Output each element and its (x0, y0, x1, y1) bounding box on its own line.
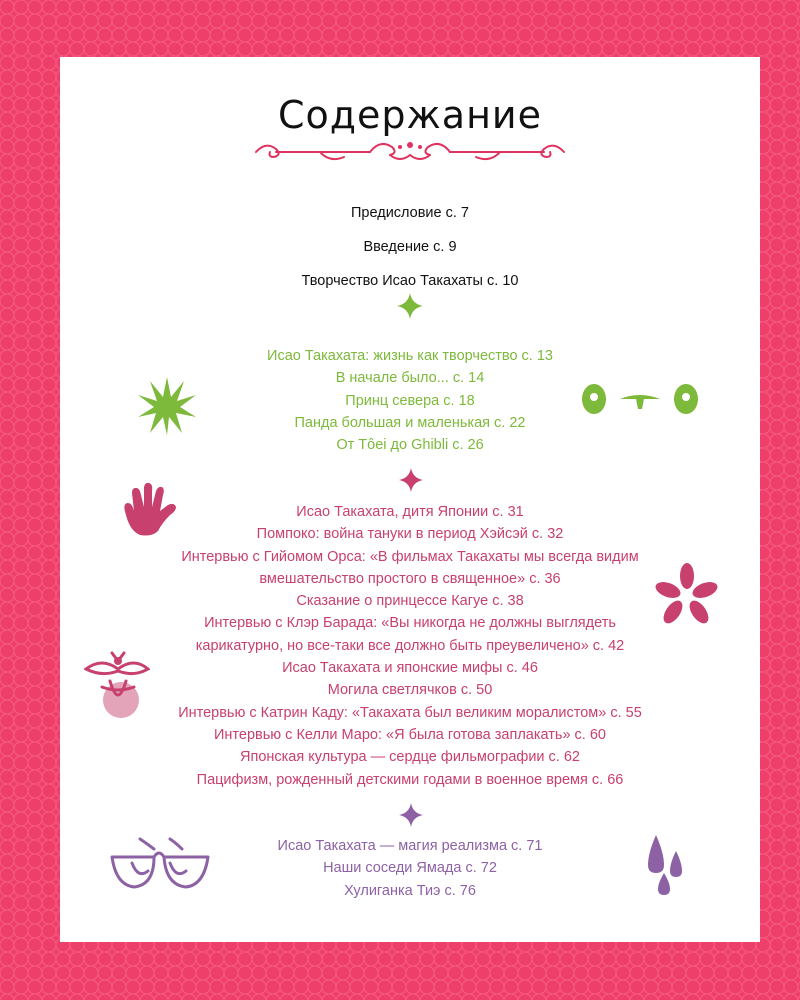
toc-entry[interactable]: От Tôei до Ghibli с. 26 (336, 437, 484, 454)
toc-entry[interactable]: Могила светлячков с. 50 (327, 682, 493, 699)
toc-entry[interactable]: Интервью с Катрин Каду: «Такахата был великим моралистом» с. 55 (178, 704, 642, 721)
toc-entry[interactable]: Творчество Исао Такахаты с. 10 (301, 273, 519, 289)
toc-entry[interactable]: Наши соседи Ямада с. 72 (323, 860, 497, 877)
ornament-flourish-icon (250, 135, 570, 169)
spiky-sun-icon (136, 375, 198, 437)
toc-entry[interactable]: Японская культура — сердце фильмографии с. 62 (240, 749, 580, 766)
toc-entry[interactable]: Сказание о принцессе Кагуе с. 38 (296, 593, 524, 610)
green-star-icon (397, 293, 423, 319)
toc-entry[interactable]: вмешательство простого в священное» с. 36 (259, 570, 561, 587)
pink-star-icon (399, 468, 423, 492)
toc-entry[interactable]: карикатурно, но все-таки все должно быть преувеличено» с. 42 (195, 637, 625, 654)
eyes-icon (580, 381, 700, 417)
toc-entry[interactable]: В начале было... с. 14 (335, 370, 485, 387)
glasses-icon (110, 835, 210, 895)
toc-entry[interactable]: Пацифизм, рожденный детскими годами в военное время с. 66 (196, 771, 624, 788)
toc-entry[interactable]: Введение с. 9 (363, 239, 457, 255)
drops-icon (642, 833, 686, 897)
intro-list (60, 196, 760, 298)
firefly-icon (84, 647, 150, 723)
toc-entry[interactable]: Интервью с Келли Маро: «Я была готова заплакать» с. 60 (213, 726, 606, 743)
toc-entry[interactable]: Интервью с Гийомом Орса: «В фильмах Такахаты мы всегда видим (181, 548, 639, 565)
toc-entry[interactable]: Исао Такахата: жизнь как творчество с. 13 (267, 348, 553, 364)
toc-entry[interactable]: Принц севера с. 18 (345, 392, 475, 409)
hand-icon (118, 481, 184, 537)
toc-entry[interactable]: Исао Такахата — магия реализма с. 71 (277, 838, 543, 854)
content-page (60, 57, 760, 942)
toc-entry[interactable]: Панда большая и маленькая с. 22 (294, 414, 526, 431)
page-title: Содержание (278, 93, 542, 137)
toc-entry[interactable]: Предисловие с. 7 (351, 205, 469, 221)
toc-entry[interactable]: Интервью с Клэр Барада: «Вы никогда не должны выглядеть (204, 615, 616, 632)
toc-entry[interactable]: Исао Такахата и японские мифы с. 46 (282, 660, 538, 677)
toc-entry[interactable]: Хулиганка Тиэ с. 76 (344, 882, 476, 899)
toc-entry[interactable]: Помпоко: война тануки в период Хэйсэй с. 32 (256, 526, 564, 543)
flower-icon (655, 562, 719, 626)
toc-entry[interactable]: Исао Такахата, дитя Японии с. 31 (296, 504, 524, 520)
section-pink-list (60, 501, 760, 791)
purple-star-icon (399, 803, 423, 827)
